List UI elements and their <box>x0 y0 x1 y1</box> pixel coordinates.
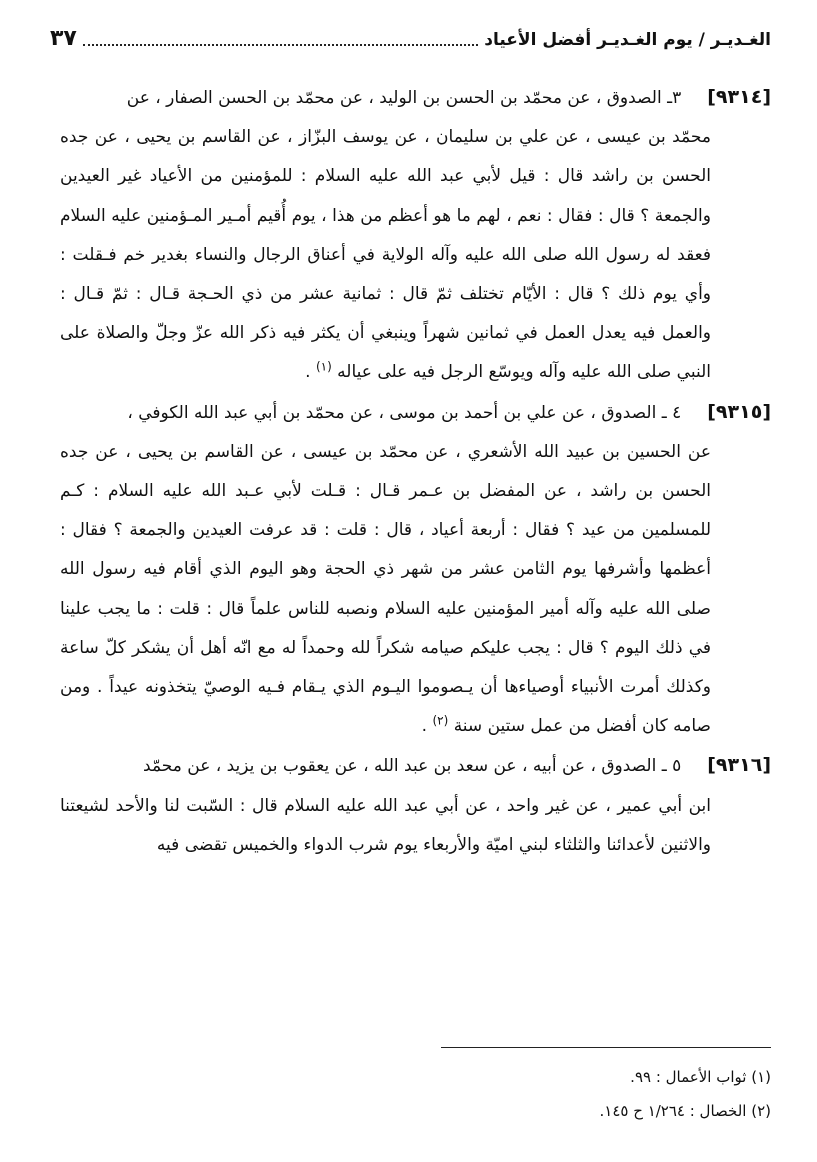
footnote-item: (٢) الخصال : ١/٢٦٤ ح ١٤٥. <box>599 1102 771 1120</box>
hadith-entry <box>60 393 771 747</box>
hadith-head <box>60 393 771 433</box>
hadith-head <box>60 746 771 786</box>
hadith-text: عن الحسين بن عبيد الله الأشعري ، عن محمّد بن عيسى ، عن القاسم بن يحيى ، عن جده الحسن بن راشد ، عن المفضل بن عـمر قـال : قـلت لأبي عـبد الله عليه السلام : كـم للمسلمين من عيد ؟ فقال : أربعة أعياد ، قال : قلت : قد عرفت العيدين والجمعة ؟ فقال : أعظمها وأشرفها يوم الثامن عشر من شهر ذي الحجة وهو اليوم الذي أقام فيه رسول الله صلى الله عليه وآله أمير المؤمنين عليه السلام ونصبه للناس علماً قال : قلت : ما يجب علينا في ذلك اليوم ؟ قال : يجب عليكم صيامه شكراً لله وحمداً له مع انّه أهل أن يشكر كلّ ساعة وكذلك أمرت الأنبياء أوصياءها أن يـصوموا اليـوم الذي يـقام فـيه الوصيّ يتخذونه عيداً . ومن صامه كان أفضل من عمل ستين سنة <box>60 441 711 737</box>
page-number: ٣٧ <box>50 26 77 51</box>
hadith-number: [٩٣١٥] <box>707 400 771 423</box>
hadith-text: محمّد بن عيسى ، عن علي بن سليمان ، عن يوسف البزّاز ، عن القاسم بن يحيى ، عن جده الحسن بن راشد قال : قيل لأبي عبد الله عليه السلام : للمؤمنين من الأعياد غير العيدين والجمعة ؟ قال : فقال : نعم ، لهم ما هو أعظم من هذا ، يوم أُقيم أمـير المـؤمنين عليه السلام فعقد له رسول الله صلى الله عليه وآله الولاية في أعناق الرجال والنساء بغدير خم فـقلت : وأي يوم ذلك ؟ قال : الأيّام تختلف ثمّ قال : ثمانية عشر من ذي الحـجة قـال : ثمّ قـال : والعمل فيه يعدل العمل في ثمانين شهراً وينبغي أن يكثر فيه ذكر الله عزّ وجلّ والصلاة على النبي صلى الله عليه وآله ويوسّع الرجل فيه على عياله <box>60 127 711 383</box>
main-text <box>60 78 771 865</box>
hadith-entry <box>60 78 771 393</box>
hadith-number: [٩٣١٤] <box>707 86 771 108</box>
hadith-body <box>60 433 771 747</box>
hadith-text: ابن أبي عمير ، عن غير واحد ، عن أبي عبد الله عليه السلام قال : السّبت لنا والأحد لشيعتنا والاثنين لأعدائنا والثلثاء لبني اميّة والأربعاء يوم شرب الدواء والخميس تقضى فيه <box>60 795 711 855</box>
hadith-number: [٩٣١٦] <box>707 754 771 777</box>
footnote-item: (١) ثواب الأعمال : ٩٩. <box>630 1068 771 1086</box>
hadith-first-line: ٤ ـ الصدوق ، عن علي بن أحمد بن موسى ، عن محمّد بن أبي عبد الله الكوفي ، <box>127 402 682 423</box>
hadith-end: . <box>305 362 316 383</box>
footnote-marker: (٢) <box>432 713 449 728</box>
hadith-end: . <box>421 716 433 737</box>
header-dot-leader <box>83 43 478 46</box>
header-title: الغـديـر / يوم الغـديـر أفضل الأعياد <box>484 30 771 50</box>
hadith-first-line: ٣ـ الصدوق ، عن محمّد بن الحسن بن الوليد ، عن محمّد بن الحسن الصفار ، عن <box>126 88 682 108</box>
hadith-body <box>60 118 771 392</box>
hadith-head <box>60 78 771 118</box>
running-header <box>50 18 771 52</box>
hadith-entry <box>60 746 771 865</box>
hadith-body <box>60 787 771 865</box>
footnotes <box>60 1060 771 1128</box>
footnote-divider <box>441 1047 771 1048</box>
hadith-first-line: ٥ ـ الصدوق ، عن أبيه ، عن سعد بن عبد الله ، عن يعقوب بن يزيد ، عن محمّد <box>143 756 682 777</box>
footnote-marker: (١) <box>315 359 332 374</box>
